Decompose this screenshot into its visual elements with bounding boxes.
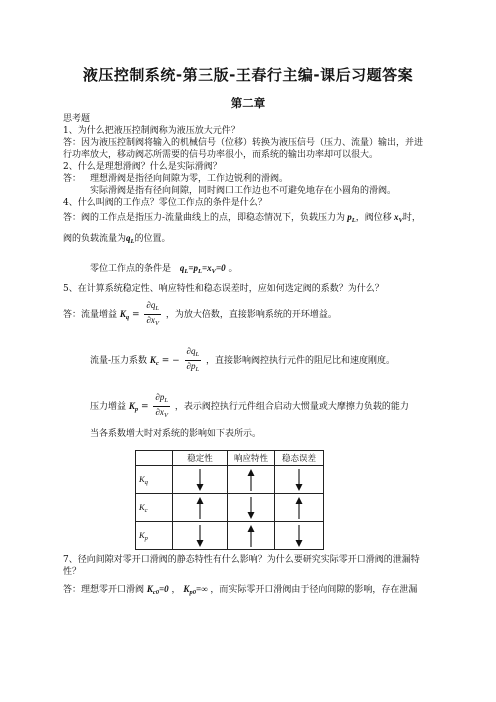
kc-line: 流量-压力系数 $K_c$ = − $\frac{\partial q_L}{\partial p_L}$ ，直接影响阀控执行元件的阻尼比和速度刚度。 [90, 346, 395, 373]
document-title: 液压控制系统-第三版-王春行主编-课后习题答案 [82, 66, 414, 84]
table-intro: 当各系数增大时对系统的影响如下表所示。 [90, 429, 262, 439]
kc0-symbol: $K_{c0}=0$ [146, 584, 169, 596]
arrow-cell [228, 494, 275, 522]
coefficient-effect-table [135, 450, 324, 550]
symbol-ql: $q_L$ [126, 233, 135, 245]
arrow-up-icon [246, 524, 256, 548]
table-header-stability: 稳定性 [173, 451, 228, 466]
answer-7-text-b: ，而实际零开口滑阀由于径向间隙的影响，存在泄漏 [210, 585, 418, 595]
symbol-xv: $x_V$ [391, 212, 403, 224]
answer-7-text-a: 答：理想零开口滑阀 [63, 585, 145, 595]
arrow-up-icon [294, 496, 304, 520]
arrow-down-icon [195, 524, 205, 548]
question-2: 2、什么是理想滑阀？什么是实际滑阀？ [63, 162, 222, 172]
table-row [136, 494, 324, 522]
table-row [136, 466, 324, 494]
kp-prefix: 压力增益 [90, 402, 127, 412]
row-label-kp: $K_p$ [136, 522, 173, 550]
question-1: 1、为什么把液压控制阀称为液压放大元件？ [63, 126, 240, 136]
zero-point-condition: 零位工作点的条件是 $q_L=p_L=x_V=0$ 。 [90, 263, 238, 275]
row-label-kc: $K_c$ [136, 494, 173, 522]
kp0-symbol: $K_{p0}=\infty$ [183, 584, 208, 596]
kq-line: 答：流量增益 $K_q$ = $\frac{\partial q_L}{\partial x_V}$ ，为放大倍数，直接影响系统的开环增益。 [63, 300, 337, 327]
answer-4-text-b: ，阀位移 [355, 213, 392, 223]
kp-fraction: $\frac{\partial p_L}{\partial x_V}$ [155, 392, 168, 419]
section-heading: 思考题 [63, 114, 91, 124]
arrow-cell [275, 466, 324, 494]
answer-2-line-2: 实际滑阀是指有径向间隙，同时阀口工作边也不可避免地存在小圆角的滑阀。 [90, 186, 397, 196]
row-label-kq: $K_q$ [136, 466, 173, 494]
chapter-heading: 第二章 [230, 96, 266, 110]
answer-4-text-d: 阀的负载流量为 [63, 234, 127, 244]
arrow-cell [228, 466, 275, 494]
kq-description: ，为放大倍数，直接影响系统的开环增益。 [165, 310, 337, 320]
kc-symbol: $K_c$ [149, 355, 159, 367]
arrow-cell [275, 494, 324, 522]
kc-description: ，直接影响阀控执行元件的阻尼比和速度刚度。 [205, 356, 395, 366]
question-7-line-2: 性？ [63, 567, 82, 577]
kp-line: 压力增益 $K_p$ = $\frac{\partial p_L}{\partial x_V}$ ，表示阀控执行元件组合启动大惯量或大摩擦力负载的能力 [90, 392, 409, 419]
zero-point-equation: $q_L=p_L=x_V=0$ [179, 263, 226, 275]
question-4: 4、什么叫阀的工作点？零位工作点的条件是什么？ [63, 198, 267, 208]
kp-description: ，表示阀控执行元件组合启动大惯量或大摩擦力负载的能力 [174, 402, 409, 412]
kc-prefix: 流量-压力系数 [90, 356, 148, 366]
kq-symbol: $K_q$ [119, 309, 130, 321]
question-7-line-1: 7、径向间隙对零开口滑阀的静态特性有什么影响？为什么要研究实际零开口滑阀的泄漏特 [63, 555, 420, 565]
kq-fraction: $\frac{\partial q_L}{\partial x_V}$ [146, 300, 159, 327]
arrow-cell [228, 522, 275, 550]
table-row [136, 522, 324, 550]
table-header-response: 响应特性 [228, 451, 275, 466]
answer-4-text-e: 的位置。 [134, 234, 171, 244]
answer-4-line-2 [63, 232, 171, 248]
table-header-empty [136, 451, 173, 466]
table-header-row [136, 451, 324, 466]
kq-prefix: 答：流量增益 [63, 310, 118, 320]
arrow-down-icon [294, 468, 304, 492]
answer-4-line-1 [63, 211, 421, 227]
arrow-down-icon [294, 524, 304, 548]
arrow-up-icon [246, 468, 256, 492]
arrow-down-icon [195, 468, 205, 492]
arrow-cell [173, 466, 228, 494]
symbol-pl: $p_L$ [345, 212, 356, 224]
answer-4-text-c: 时， [402, 213, 421, 223]
answer-4-text-a: 答：阀的工作点是指压力-流量曲线上的点，即稳态情况下，负载压力为 [63, 213, 346, 223]
arrow-up-icon [195, 496, 205, 520]
arrow-cell [275, 522, 324, 550]
answer-1-line-2: 行功率放大，移动阀芯所需要的信号功率很小，而系统的输出功率却可以很大。 [63, 150, 379, 160]
answer-2-line-1: 理想滑阀是指径向间隙为零，工作边锐利的滑阀。 [90, 174, 289, 184]
arrow-down-icon [246, 496, 256, 520]
question-5: 5、在计算系统稳定性、响应特性和稳态误差时，应如何选定阀的系数？为什么？ [63, 284, 384, 294]
kc-fraction: $\frac{\partial q_L}{\partial p_L}$ [186, 346, 200, 373]
zero-point-label: 零位工作点的条件是 [90, 264, 172, 274]
answer-1-line-1: 答：因为液压控制阀将输入的机械信号（位移）转换为液压信号（压力、流量）输出，并进 [63, 138, 424, 148]
arrow-cell [173, 494, 228, 522]
arrow-cell [173, 522, 228, 550]
answer-2-label: 答： [63, 174, 82, 184]
answer-7-line-1: 答：理想零开口滑阀 $K_{c0}=0$ ， $K_{p0}=\infty$ ，而实际零开口滑阀由于径向间隙的影响，存在泄漏 [63, 584, 418, 596]
table-header-steady-error: 稳态误差 [275, 451, 324, 466]
kp-symbol: $K_p$ [128, 401, 139, 413]
